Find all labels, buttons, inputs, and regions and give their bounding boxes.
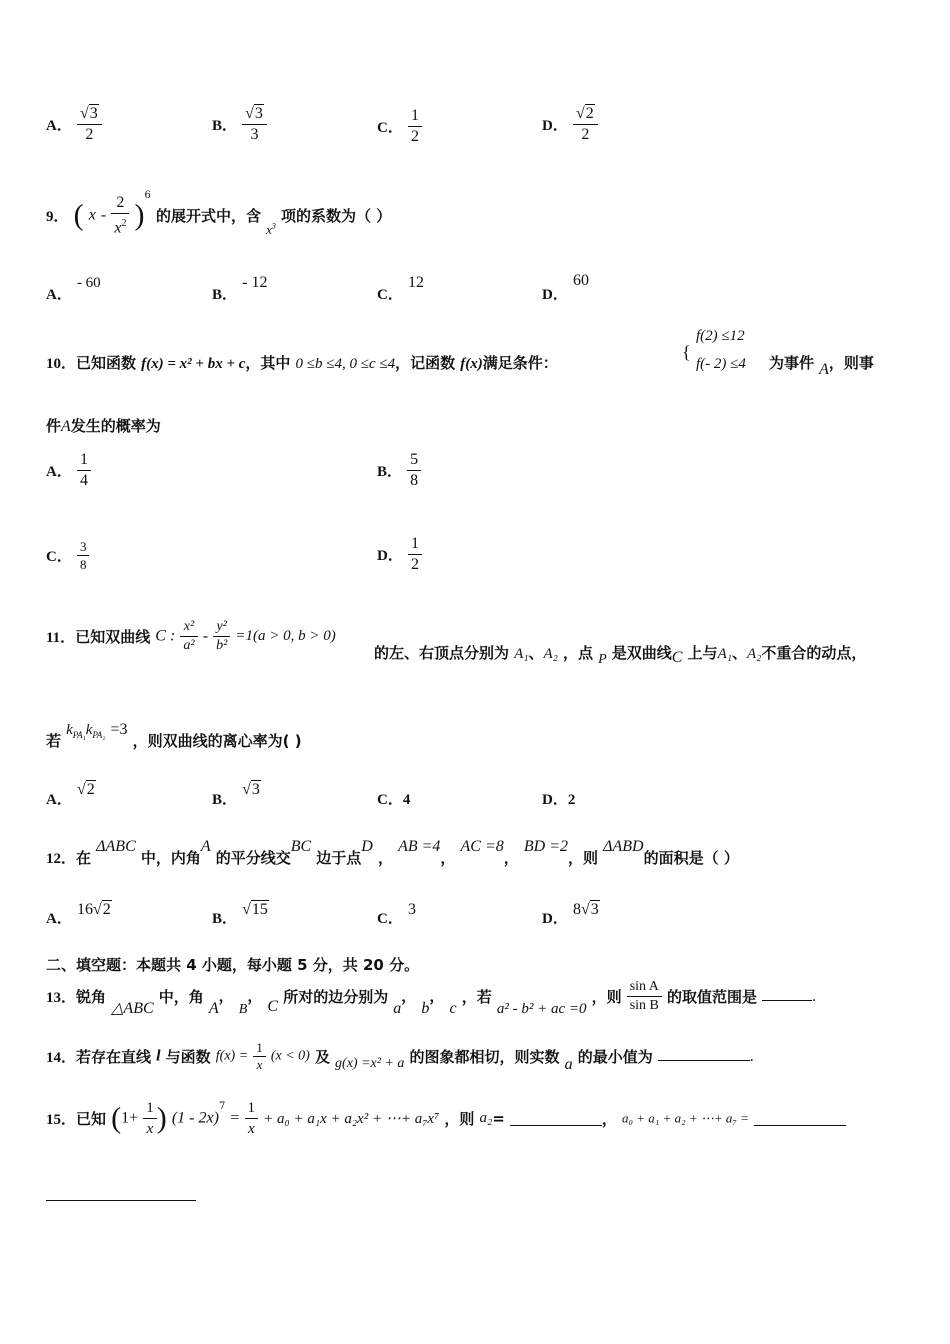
q10-option-d: D． $\frac{1}{2}$ [377, 534, 422, 575]
q9-binom-fraction: $\frac{2}{x^2}$ [111, 193, 129, 238]
q10-stem-tail: 为事件 A，则事 [769, 354, 874, 378]
q11-stem: 11．已知双曲线 C : $\frac{\text{x²}}{\text{a²}}$ - $\frac{\text{y²}}{\text{b²}}$ =1(a > 0, b > 0) [46, 619, 336, 653]
q8-option-d: D． $\frac{√2}{2}$ [542, 104, 598, 145]
q9-option-a: A． - 60 [46, 275, 101, 303]
q11-option-d: D．2 [542, 792, 576, 808]
q11-option-c: C．4 [377, 792, 411, 808]
q12-stem: 12．在 ΔABC 中，内角A 的平分线交BC 边于点D ， AB =4， AC =8， BD =2，则 ΔABD的面积是（ ） [46, 838, 739, 867]
section-2-heading: 二、填空题：本题共 4 小题，每小题 5 分，共 20 分。 [46, 956, 420, 974]
q13-answer-blank[interactable] [762, 986, 812, 1001]
q9-option-c: C． 12 [377, 274, 424, 303]
q10-stem-line2: 件A发生的概率为 [46, 417, 161, 435]
footnote-separator [46, 1200, 196, 1201]
q8-b-fraction: $\frac{√3}{3}$ [242, 104, 267, 145]
q9-stem: 9． ( x - $\frac{2}{x^2}$ )$^6$ 的展开式中，含 $_{x^3}$ 项的系数为（ ） [46, 190, 392, 237]
q9-option-b: B． - 12 [212, 274, 268, 303]
q11-option-a: A． √2 [46, 781, 95, 808]
q12-option-b: B． √15 [212, 901, 268, 927]
q12-option-c: C． 3 [377, 901, 416, 927]
q11-option-b: B． √3 [212, 781, 260, 808]
q10-option-c: C． $\frac{3}{8}$ [46, 538, 89, 573]
q12-option-d: D． 8√3 [542, 901, 599, 927]
q14-stem: 14．若存在直线 l 与函数 f(x) = $\frac{1}{x}$ (x < 0) 及 g(x) =x² + a 的图象都相切，则实数 a 的最小值为 . [46, 1040, 754, 1073]
q8-c-fraction: $\frac{1}{2}$ [408, 106, 422, 147]
q14-answer-blank[interactable] [658, 1046, 750, 1061]
q10-option-a: A． $\frac{1}{4}$ [46, 450, 91, 491]
q10-stem: 10．已知函数 f(x) = x² + bx + c，其中 0 ≤b ≤4, 0 ≤c ≤4，记函数 f(x)满足条件： [46, 354, 558, 372]
q15-a2-blank[interactable] [510, 1111, 602, 1126]
q11-stem-line2: 若 $k_{PA_1}k_{PA_2} =3$ ，则双曲线的离心率为( ) [46, 721, 302, 750]
q10-option-b: B． $\frac{5}{8}$ [377, 450, 421, 491]
q8-option-c: C． $\frac{1}{2}$ [377, 106, 422, 147]
q12-option-a: A． 16√2 [46, 901, 111, 927]
q8-option-a: A． $\frac{√3}{2}$ [46, 104, 102, 145]
q9-option-d: D． 60 [542, 272, 589, 303]
q15-sum-blank[interactable] [754, 1111, 846, 1126]
q8-option-b: B． $\frac{√3}{3}$ [212, 104, 267, 145]
q13-stem: 13．锐角 △ABC 中，角 A， B， C 所对的边分别为 a， b， c ，若 a² - b² + ac =0 ，则 $\frac{\text{sin A}}{\text{sin B}}$ 的取值范围是 . [46, 979, 817, 1017]
q11-stem-tail: 的左、右顶点分别为 A₁、A₂ ，点 P 是双曲线C 上与A₁、A₂不重合的动点， [374, 644, 867, 667]
q8-d-fraction: $\frac{√2}{2}$ [573, 104, 598, 145]
q15-stem: 15．已知 (1+ $\frac{1}{x}$ ) (1 - 2x)$^7$ = $\frac{1}{x}$ + a₀ + a₁x + a₂x² + ⋯+ a₇x⁷ ，则 a₂= ， a₀ + a₁ + a₂ + ⋯+ a₇ = [46, 1098, 846, 1139]
q8-a-fraction: $\frac{√3}{2}$ [77, 104, 102, 145]
